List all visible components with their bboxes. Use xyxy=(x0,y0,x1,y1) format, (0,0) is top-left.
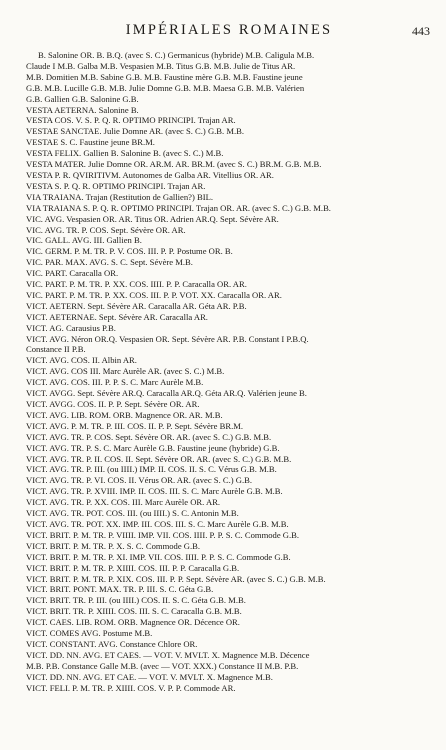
catalog-entry: VIC. PART. Caracalla OR. xyxy=(26,268,119,279)
catalog-entry: VICT. AVG. COS. III. P. P. S. C. Marc Aurèle M.B. xyxy=(26,377,204,388)
catalog-entry: VESTA AETERNA. Salonine B. xyxy=(26,104,139,115)
catalog-entry: Constance II P.B. xyxy=(26,344,86,355)
catalog-entry: VICT. AVG. LIB. ROM. ORB. Magnence OR. AR. M.B. xyxy=(26,409,223,420)
catalog-entry: VICT. COMES AVG. Postume M.B. xyxy=(26,628,153,639)
catalog-entry: VIC. GALL. AVG. III. Gallien B. xyxy=(26,235,142,246)
catalog-entry: VESTA MATER. Julie Domne OR. AR.M. AR. BR.M. (avec S. C.) BR.M. G.B. M.B. xyxy=(26,159,322,170)
catalog-entry: VESTA S. P. Q. R. OPTIMO PRINCIPI. Trajan AR. xyxy=(26,180,206,191)
catalog-entry: VICT. AVG. TR. P. XVIII. IMP. II. COS. III. S. C. Marc Aurèle G.B. M.B. xyxy=(26,486,283,497)
page-header xyxy=(26,22,432,44)
catalog-entry: VIA TRAIANA. Trajan (Restitution de Gallien?) BIL. xyxy=(26,191,213,202)
catalog-entry: VICT. AETERNAE. Sept. Sévère AR. Caracalla AR. xyxy=(26,311,208,322)
catalog-entry: VICT. AVG. TR. P. XX. COS. III. Marc Aurèle OR. AR. xyxy=(26,497,221,508)
catalog-entry: VICT. AVG. TR. P. II. COS. II. Sept. Sévère OR. AR. (avec S. C.) G.B. M.B. xyxy=(26,453,292,464)
catalog-entry: VIC. AVG. TR. P. COS. Sept. Sévère OR. AR. xyxy=(26,224,186,235)
entry-list xyxy=(26,50,432,693)
catalog-entry: M.B. Domitien M.B. Sabine G.B. M.B. Faustine mère G.B. M.B. Faustine jeune xyxy=(26,71,303,82)
catalog-entry: B. Salonine OR. B. B.Q. (avec S. C.) Germanicus (hybride) M.B. Caligula M.B. xyxy=(38,50,315,60)
catalog-entry: Claude I M.B. Galba M.B. Vespasien M.B. Titus G.B. M.B. Julie de Titus AR. xyxy=(26,60,296,71)
catalog-entry: VICT. CONSTANT. AVG. Constance Chlore OR. xyxy=(26,638,198,649)
catalog-entry: G.B. M.B. Lucille G.B. M.B. Julie Domne G.B. M.B. Maesa G.B. M.B. Valérien xyxy=(26,82,305,93)
catalog-entry: VIA TRAIANA S. P. Q. R. OPTIMO PRINCIPI. Trajan OR. AR. (avec S. C.) G.B. M.B. xyxy=(26,202,331,213)
catalog-entry: VESTAE SANCTAE. Julie Domne AR. (avec S. C.) G.B. M.B. xyxy=(26,126,244,137)
catalog-entry: VESTA FELIX. Gallien B. Salonine B. (avec S. C.) M.B. xyxy=(26,148,224,159)
catalog-entry: VIC. GERM. P. M. TR. P. V. COS. III. P. P. Postume OR. B. xyxy=(26,246,233,257)
catalog-entry: VESTA P. R. QVIRITIVM. Autonomes de Galba AR. Vitellius OR. AR. xyxy=(26,169,274,180)
catalog-entry: VIC. PAR. MAX. AVG. S. C. Sept. Sévère M.B. xyxy=(26,257,193,268)
catalog-entry: VICT. AVG. TR. P. COS. Sept. Sévère OR. AR. (avec S. C.) G.B. M.B. xyxy=(26,431,272,442)
catalog-entry: VIC. PART. P. M. TR. P. XX. COS. IIII. P. P. Caracalla OR. AR. xyxy=(26,279,247,290)
catalog-entry: VICT. AVG. P. M. TR. P. III. COS. II. P. P. Sept. Sévère BR.M. xyxy=(26,420,244,431)
catalog-entry: VICT. FELI. P. M. TR. P. XIIII. COS. V. P. P. Commode AR. xyxy=(26,682,236,693)
catalog-entry: VICT. CAES. LIB. ROM. ORB. Magnence OR. Décence OR. xyxy=(26,617,240,628)
catalog-entry: VICT. AVG. COS. II. Albin AR. xyxy=(26,355,137,366)
page-number: 443 xyxy=(412,24,430,38)
catalog-entry: VICT. AVGG. COS. II. P. P. Sept. Sévère OR. AR. xyxy=(26,399,200,409)
catalog-entry: G.B. Gallien G.B. Salonine G.B. xyxy=(26,93,139,104)
catalog-entry: VICT. BRIT. P. M. TR. P. XI. IMP. VII. COS. IIII. P. P. S. C. Commode G.B. xyxy=(26,551,291,562)
catalog-entry: VICT. AVG. Néron OR.Q. Vespasien OR. Sept. Sévère AR. P.B. Constant I P.B.Q. xyxy=(26,333,309,344)
catalog-entry: VICT. BRIT. P. M. TR. P. X. S. C. Commode G.B. xyxy=(26,540,201,551)
catalog-entry: VICT. DD. NN. AVG. ET CAE. — VOT. V. MVLT. X. Magnence M.B. xyxy=(26,671,273,682)
catalog-entry: VICT. DD. NN. AVG. ET CAES. — VOT. V. MVLT. X. Magnence M.B. Décence xyxy=(26,649,310,660)
catalog-entry: M.B. P.B. Constance Galle M.B. (avec — VOT. XXX.) Constance II M.B. P.B. xyxy=(26,660,299,671)
catalog-entry: VICT. AVG. TR. P. S. C. Marc Aurèle G.B. Faustine jeune (hybride) G.B. xyxy=(26,442,280,453)
catalog-entry: VICT. AVG. TR. POT. COS. III. (ou IIII.) S. C. Antonin M.B. xyxy=(26,508,239,519)
catalog-entry: VICT. AVG. TR. P. III. (ou IIII.) IMP. II. COS. II. S. C. Vérus G.B. M.B. xyxy=(26,464,277,475)
page-title: IMPÉRIALES ROMAINES xyxy=(125,22,333,38)
catalog-entry: VICT. AVG. TR. POT. XX. IMP. III. COS. III. S. C. Marc Aurèle G.B. M.B. xyxy=(26,518,289,529)
catalog-entry: VICT. AVGG. Sept. Sévère AR.Q. Caracalla AR.Q. Géta AR.Q. Valérien jeune B. xyxy=(26,388,307,399)
catalog-entry: VICT. BRIT. P. M. TR. P. XIX. COS. III. P. P. Sept. Sévère AR. (avec S. C.) G.B. M.B. xyxy=(26,573,326,584)
catalog-entry: VIC. PART. P. M. TR. P. XX. COS. III. P. P. VOT. XX. Caracalla OR. AR. xyxy=(26,289,282,300)
catalog-entry: VESTA COS. V. S. P. Q. R. OPTIMO PRINCIPI. Trajan AR. xyxy=(26,115,236,126)
catalog-entry: VICT. AETERN. Sept. Sévère AR. Caracalla AR. Géta AR. P.B. xyxy=(26,300,247,311)
catalog-entry: VICT. BRIT. P. M. TR. P. XIIII. COS. III. P. P. Caracalla G.B. xyxy=(26,562,240,573)
catalog-entry: VICT. AVG. TR. P. VI. COS. II. Vérus OR. AR. (avec S. C.) G.B. xyxy=(26,475,252,486)
catalog-entry: VIC. AVG. Vespasien OR. AR. Titus OR. Adrien AR.Q. Sept. Sévère AR. xyxy=(26,213,279,224)
catalog-entry: VICT. AG. Carausius P.B. xyxy=(26,322,116,333)
catalog-entry: VICT. BRIT. PONT. MAX. TR. P. III. S. C. Géta G.B. xyxy=(26,584,214,595)
catalog-entry: VICT. BRIT. TR. P. XIIII. COS. III. S. C. Caracalla G.B. M.B. xyxy=(26,606,242,617)
catalog-entry: VESTAE S. C. Faustine jeune BR.M. xyxy=(26,137,155,148)
catalog-entry: VICT. AVG. COS III. Marc Aurèle AR. (avec S. C.) M.B. xyxy=(26,366,225,377)
catalog-entry: VICT. BRIT. P. M. TR. P. VIIII. IMP. VII. COS. IIII. P. P. S. C. Commode G.B. xyxy=(26,529,300,540)
catalog-entry: VICT. BRIT. TR. P. III. (ou IIII.) COS. II. S. C. Géta G.B. M.B. xyxy=(26,595,246,606)
